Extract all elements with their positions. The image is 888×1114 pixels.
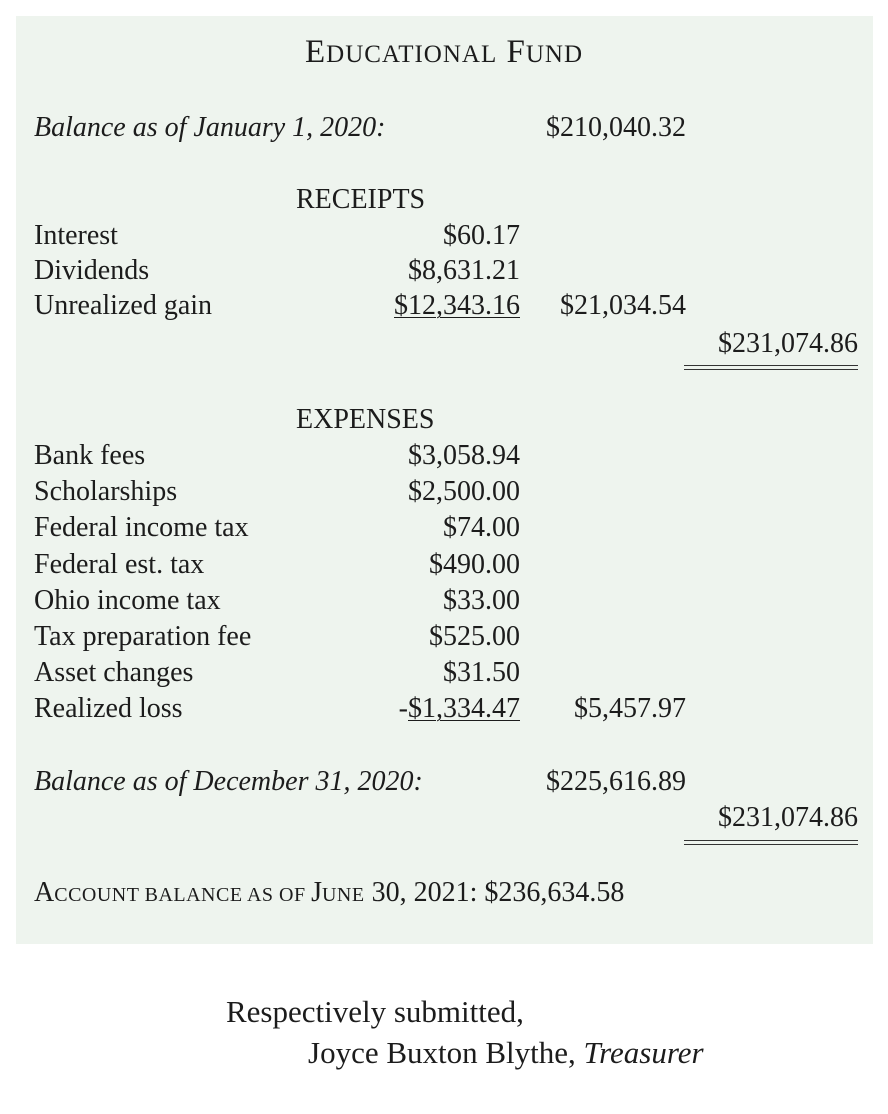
report-title: EDUCATIONAL FUND	[304, 34, 584, 70]
expense-label: Ohio income tax	[34, 585, 221, 616]
receipt-amount: $8,631.21	[408, 255, 520, 286]
receipt-label: Unrealized gain	[34, 290, 213, 321]
expense-label: Tax preparation fee	[34, 621, 252, 652]
expense-amount: $74.00	[443, 512, 520, 543]
expense-label: Scholarships	[34, 476, 178, 507]
receipts-subtotal: $21,034.54	[560, 290, 686, 321]
expense-amount: $490.00	[429, 549, 520, 580]
expense-label: Federal est. tax	[34, 549, 205, 580]
signatory: Joyce Buxton Blythe, Treasurer	[308, 1035, 704, 1070]
expense-amount: $2,500.00	[408, 476, 520, 507]
expenses-subtotal: $5,457.97	[574, 693, 686, 724]
expenses-heading: EXPENSES	[296, 404, 435, 435]
expense-amount: -$1,334.47	[398, 693, 520, 724]
receipt-label: Dividends	[34, 255, 150, 286]
opening-balance-value: $210,040.32	[546, 112, 686, 143]
receipts-grand-total: $231,074.86	[718, 328, 858, 359]
expense-amount: $3,058.94	[408, 440, 520, 471]
closing-grand-total: $231,074.86	[718, 802, 858, 833]
opening-balance-label: Balance as of January 1, 2020:	[34, 112, 386, 143]
expense-amount: $31.50	[443, 657, 520, 688]
account-balance-line: ACCOUNT BALANCE AS OF JUNE 30, 2021: $236,634.58	[34, 877, 625, 908]
closing-balance-value: $225,616.89	[546, 766, 686, 797]
receipt-amount: $12,343.16	[394, 290, 520, 321]
closing-phrase: Respectively submitted,	[226, 994, 524, 1029]
expense-label: Realized loss	[34, 693, 183, 724]
receipt-label: Interest	[34, 220, 118, 251]
expense-label: Federal income tax	[34, 512, 249, 543]
double-underline	[684, 365, 858, 370]
expense-label: Asset changes	[34, 657, 194, 688]
expense-label: Bank fees	[34, 440, 146, 471]
receipt-amount: $60.17	[443, 220, 520, 251]
double-underline	[684, 840, 858, 845]
expense-amount: $33.00	[443, 585, 520, 616]
closing-balance-label: Balance as of December 31, 2020:	[34, 766, 423, 797]
receipts-heading: RECEIPTS	[296, 184, 426, 215]
expense-amount: $525.00	[429, 621, 520, 652]
